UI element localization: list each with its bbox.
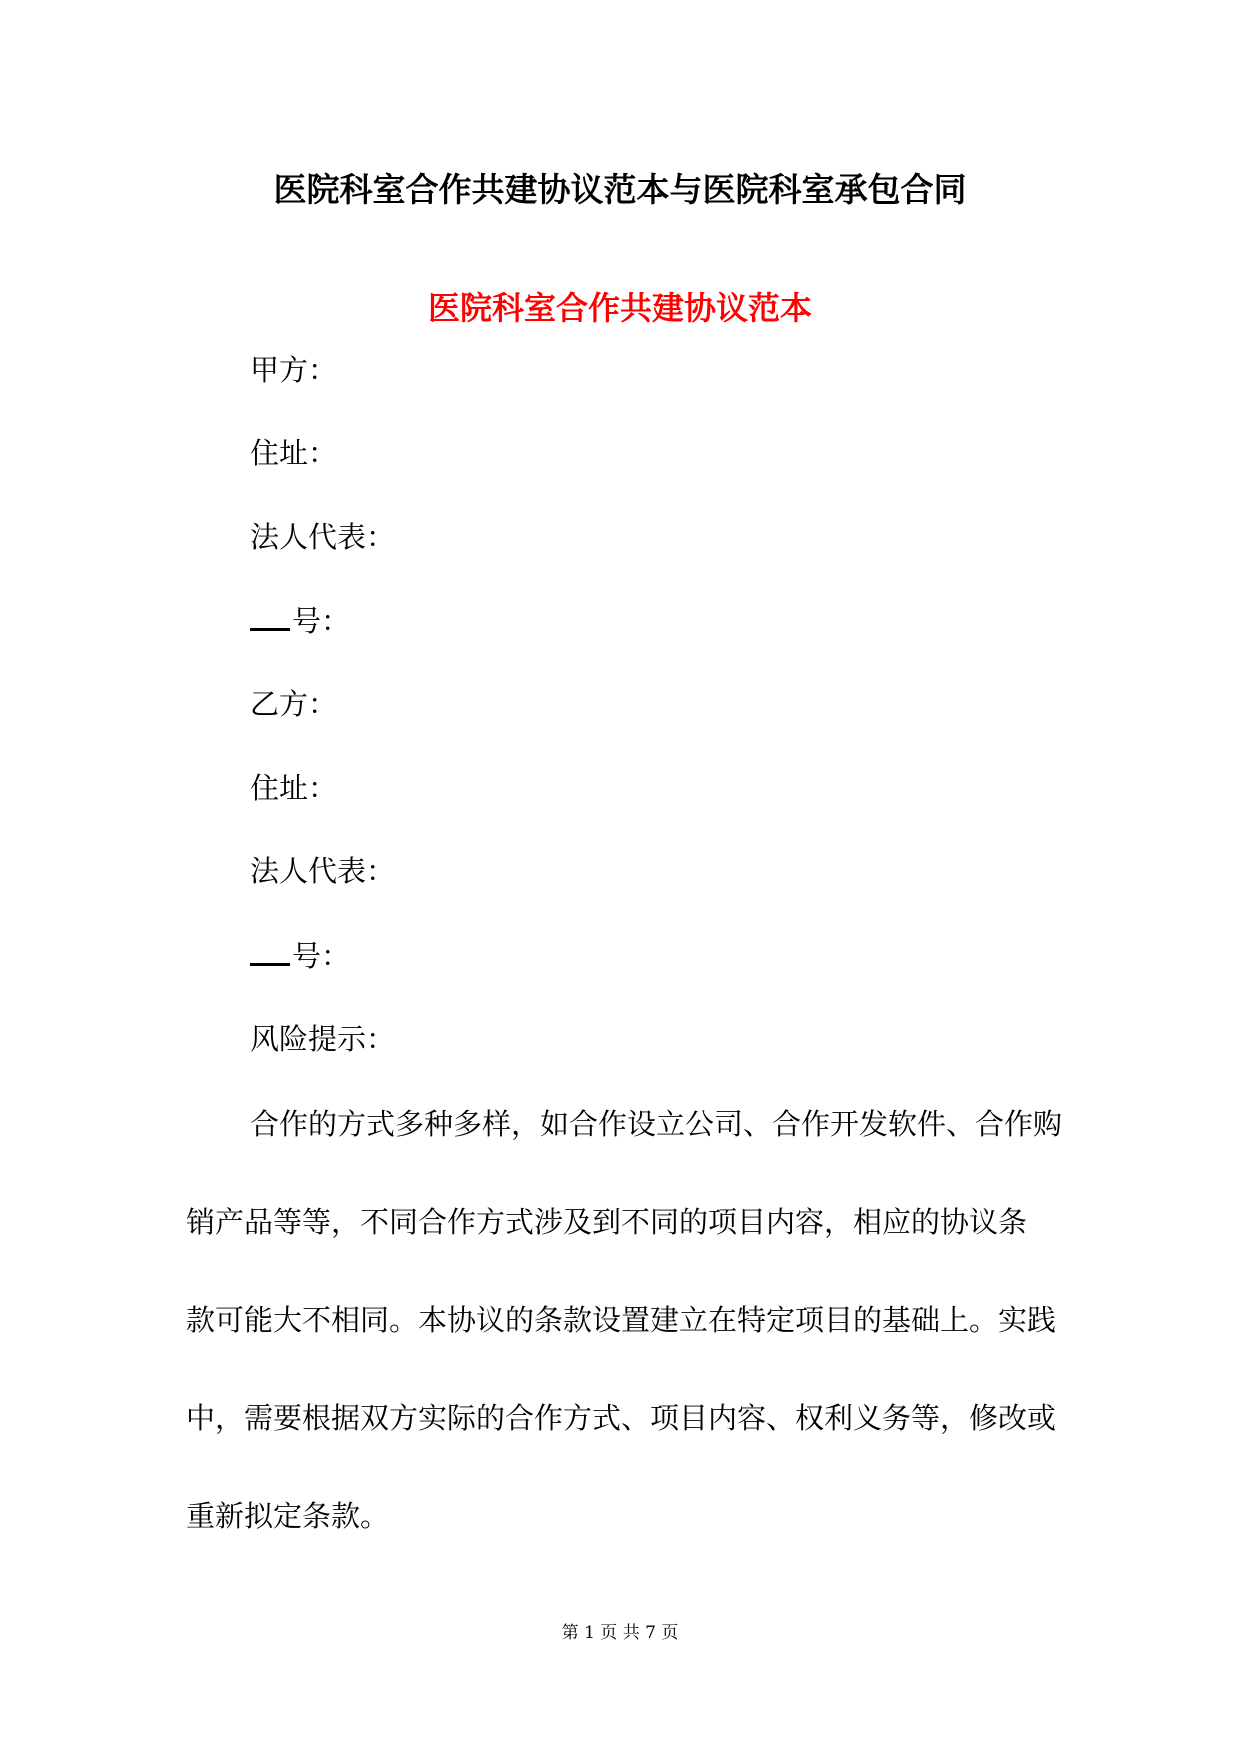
paragraph-line: 款可能大不相同。本协议的条款设置建立在特定项目的基础上。实践 (186, 1303, 1057, 1337)
paragraph-line: 合作的方式多种多样，如合作设立公司、合作开发软件、合作购 (250, 1107, 1063, 1141)
party-b-address: 住址： (250, 771, 338, 805)
paragraph-line: 销产品等等，不同合作方式涉及到不同的项目内容，相应的协议条 (186, 1205, 1028, 1239)
party-a-number-label: 号： (292, 604, 351, 638)
page-footer: 第 1 页 共 7 页 (561, 1623, 679, 1643)
blank-underline (250, 937, 290, 966)
risk-title: 风险提示： (250, 1022, 396, 1056)
party-a-legal-rep: 法人代表： (250, 520, 396, 554)
blank-underline (250, 602, 290, 631)
party-a-address: 住址： (250, 436, 338, 470)
section-title: 医院科室合作共建协议范本 (427, 289, 812, 327)
paragraph-line: 重新拟定条款。 (186, 1499, 390, 1533)
page-title: 医院科室合作共建协议范本与医院科室承包合同 (273, 170, 967, 209)
party-b-legal-rep: 法人代表： (250, 854, 396, 888)
party-b-label: 乙方： (250, 687, 338, 721)
party-a-label: 甲方： (250, 353, 338, 387)
paragraph-line: 中，需要根据双方实际的合作方式、项目内容、权利义务等，修改或 (186, 1401, 1057, 1435)
party-b-number-label: 号： (292, 939, 351, 973)
party-a-number (250, 602, 350, 639)
party-b-number (250, 937, 350, 974)
